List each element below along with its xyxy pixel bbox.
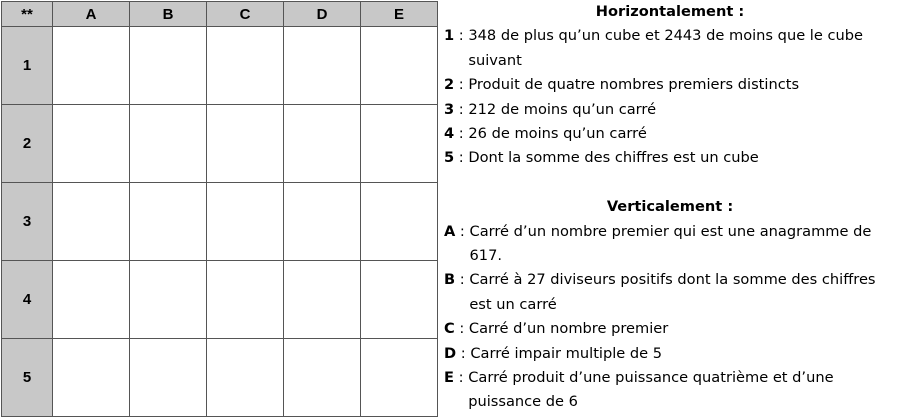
cell-c3[interactable] [207, 183, 284, 261]
clue-text: Dont la somme des chiffres est un cube [468, 149, 759, 167]
clue-text: Carré d’un nombre premier [468, 320, 669, 338]
column-header-a: A [53, 2, 130, 27]
clue-separator: : [455, 222, 470, 240]
horizontal-clue-3 [444, 98, 896, 122]
cell-b4[interactable] [130, 261, 207, 339]
clue-text: Produit de quatre nombres premiers distincts [468, 76, 800, 94]
clue-key: E [444, 369, 454, 387]
cell-e2[interactable] [361, 105, 438, 183]
clue-separator: : [453, 369, 469, 387]
clue-key: 3 [444, 100, 455, 118]
row-header-1: 1 [2, 27, 53, 105]
vertical-clue-e [444, 366, 896, 415]
clue-key: 4 [444, 125, 455, 143]
cell-a2[interactable] [53, 105, 130, 183]
clue-separator: : [454, 125, 469, 143]
clues-panel [444, 0, 896, 417]
horizontal-clue-2 [444, 73, 896, 97]
cell-a5[interactable] [53, 339, 130, 417]
clue-key: B [444, 271, 456, 289]
cell-b1[interactable] [130, 27, 207, 105]
clue-text: Carré produit d’une puissance quatrième et d’une puissance de 6 [468, 369, 834, 411]
grid-row-5 [2, 339, 438, 417]
clue-text: 212 de moins qu’un carré [468, 100, 657, 118]
clue-text: 26 de moins qu’un carré [468, 125, 647, 143]
horizontal-clue-4 [444, 122, 896, 146]
cell-d5[interactable] [284, 339, 361, 417]
clue-key: C [444, 320, 455, 338]
cell-c4[interactable] [207, 261, 284, 339]
horizontal-title: Horizontalement : [595, 3, 745, 20]
grid-row-4 [2, 261, 438, 339]
column-header-b: B [130, 2, 207, 27]
clue-separator: : [456, 344, 471, 362]
grid-row-2 [2, 105, 438, 183]
clue-key: 5 [444, 149, 455, 167]
grid-row-3 [2, 183, 438, 261]
cell-c1[interactable] [207, 27, 284, 105]
vertical-title: Verticalement : [606, 198, 734, 216]
grid-corner: ** [2, 2, 53, 27]
cell-a4[interactable] [53, 261, 130, 339]
clue-key: D [444, 344, 457, 362]
cell-a3[interactable] [53, 183, 130, 261]
cell-b3[interactable] [130, 183, 207, 261]
clue-text: Carré à 27 diviseurs positifs dont la somme des chiffres est un carré [469, 271, 876, 313]
clue-key: 1 [444, 27, 455, 45]
grid-row-1 [2, 27, 438, 105]
clue-text: Carré d’un nombre premier qui est une anagramme de 617. [469, 222, 872, 265]
cell-d2[interactable] [284, 105, 361, 183]
column-header-e: E [361, 2, 438, 27]
crossnumber-grid [1, 1, 438, 417]
vertical-clue-d [444, 342, 896, 366]
horizontal-clue-5 [444, 146, 896, 170]
clue-text: 348 de plus qu’un cube et 2443 de moins que le cube suivant [468, 27, 863, 69]
cell-e1[interactable] [361, 27, 438, 105]
cell-c2[interactable] [207, 105, 284, 183]
column-header-c: C [207, 2, 284, 27]
cell-e3[interactable] [361, 183, 438, 261]
header-row [2, 2, 438, 27]
clue-separator: : [454, 27, 469, 45]
clue-separator: : [454, 320, 469, 338]
clue-text: Carré impair multiple de 5 [470, 344, 663, 362]
cell-a1[interactable] [53, 27, 130, 105]
clue-key: 2 [444, 76, 455, 94]
vertical-clue-b [444, 268, 896, 317]
row-header-4: 4 [2, 261, 53, 339]
cell-d3[interactable] [284, 183, 361, 261]
section-gap [444, 171, 896, 195]
clue-separator: : [454, 76, 469, 94]
clue-separator: : [455, 271, 470, 289]
clue-separator: : [454, 100, 469, 118]
horizontal-clue-1 [444, 24, 896, 73]
cell-b5[interactable] [130, 339, 207, 417]
cell-d4[interactable] [284, 261, 361, 339]
vertical-clue-a [444, 220, 896, 269]
cell-b2[interactable] [130, 105, 207, 183]
column-header-d: D [284, 2, 361, 27]
clue-separator: : [454, 149, 469, 167]
row-header-2: 2 [2, 105, 53, 183]
vertical-clue-c [444, 317, 896, 341]
row-header-5: 5 [2, 339, 53, 417]
row-header-3: 3 [2, 183, 53, 261]
cell-c5[interactable] [207, 339, 284, 417]
cell-e4[interactable] [361, 261, 438, 339]
cell-e5[interactable] [361, 339, 438, 417]
cell-d1[interactable] [284, 27, 361, 105]
clue-key: A [444, 222, 456, 240]
